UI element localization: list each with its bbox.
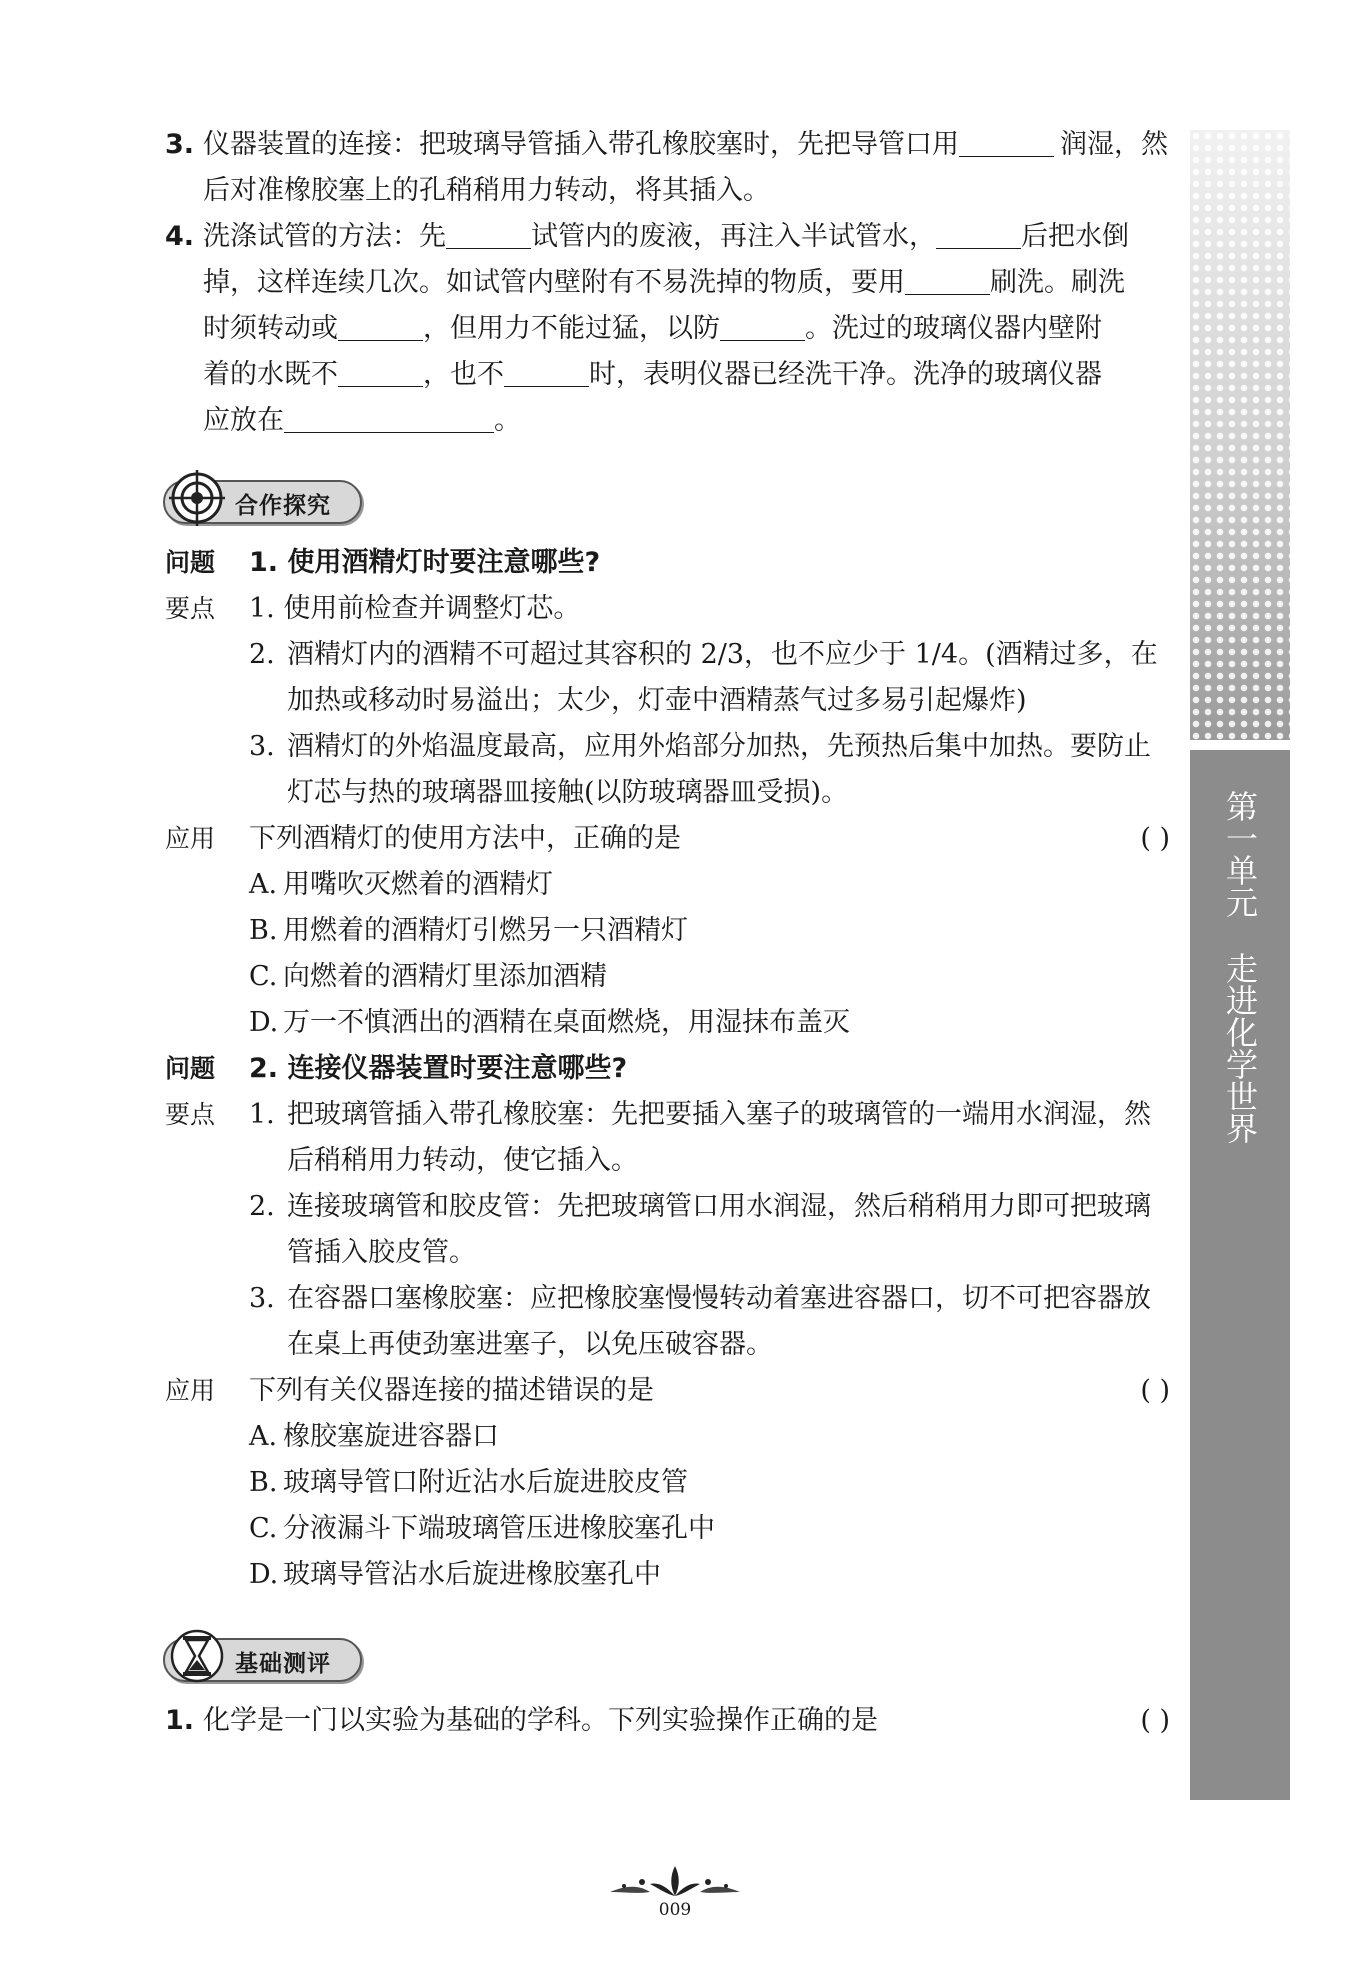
option-d[interactable] [165,1552,1170,1598]
problem-2-point-3 [165,1276,1170,1322]
text: 把玻璃管插入带孔橡胶塞：先把要插入塞子的玻璃管的一端用水润湿，然 [287,1099,1151,1130]
option-c[interactable] [165,954,1170,1000]
problem-2-point-1-cont: 后稍稍用力转动，使它插入。 [287,1145,638,1176]
option-c[interactable] [165,1506,1170,1552]
point-number: 3. [249,1283,275,1314]
section-header-basic-test [163,1628,1170,1688]
text: 试管内的废液，再注入半试管水， [531,221,936,252]
text: 。 [494,405,521,436]
answer-parentheses[interactable]: ( ) [1140,1705,1170,1736]
hourglass-icon [169,1628,225,1684]
problem-1-title [165,540,1170,586]
question-3-line-2: 后对准橡胶塞上的孔稍稍用力转动，将其插入。 [203,175,770,206]
text: 酒精灯内的酒精不可超过其容积的 2/3，也不应少于 1/4。(酒精过多，在 [287,639,1158,670]
page-footer [0,1862,1350,1920]
side-band-pattern [1190,130,1290,740]
answer-blank[interactable] [504,358,589,387]
problem-label: 问题 [165,1054,216,1083]
answer-blank[interactable] [446,220,531,249]
main-content [165,122,1170,1744]
floral-ornament-icon [600,1862,750,1900]
point-number: 2. [249,1191,275,1222]
target-icon [169,470,225,526]
application-label: 应用 [165,1376,216,1405]
text: 刷洗。刷洗 [990,267,1125,298]
option-text: 万一不慎洒出的酒精在桌面燃烧，用湿抹布盖灭 [283,1007,850,1038]
answer-parentheses[interactable]: ( ) [1140,1375,1170,1406]
option-text: 用嘴吹灭燃着的酒精灯 [283,869,553,900]
section-title: 基础测评 [235,1651,331,1677]
answer-blank[interactable] [905,266,990,295]
option-text: 向燃着的酒精灯里添加酒精 [283,961,607,992]
side-band [1190,750,1290,1800]
problem-1-point-3-cont: 灯芯与热的玻璃器皿接触(以防玻璃器皿受损)。 [287,777,849,808]
answer-blank[interactable] [720,312,805,341]
test-question-1 [165,1698,1170,1744]
text: 洗涤试管的方法：先 [203,221,446,252]
option-b[interactable] [165,1460,1170,1506]
text: 时须转动或 [203,313,338,344]
option-b[interactable] [165,908,1170,954]
option-letter: A. [249,1421,278,1452]
text: 后把水倒 [1021,221,1129,252]
question-3-line-1 [165,122,1170,168]
text: 1. 使用前检查并调整灯芯。 [249,593,581,624]
problem-label: 问题 [165,548,216,577]
text: 在容器口塞橡胶塞：应把橡胶塞慢慢转动着塞进容器口，切不可把容器放 [287,1283,1151,1314]
problem-1-point-2 [165,632,1170,678]
option-a[interactable] [165,862,1170,908]
point-number: 1. [249,1099,275,1130]
answer-blank[interactable] [936,220,1021,249]
problem-2-point-2-cont: 管插入胶皮管。 [287,1237,476,1268]
option-letter: C. [249,1513,278,1544]
question-text: 化学是一门以实验为基础的学科。下列实验操作正确的是 [203,1705,878,1736]
option-text: 玻璃导管口附近沾水后旋进胶皮管 [283,1467,688,1498]
point-number: 3. [249,731,275,762]
text: ，但用力不能过猛，以防 [423,313,720,344]
question-number: 1. [165,1705,195,1736]
problem-1-point-2-cont: 加热或移动时易溢出；太少，灯壶中酒精蒸气过多易引起爆炸) [287,685,1027,716]
unit-title [1190,790,1290,1144]
option-letter: B. [249,915,278,946]
points-label: 要点 [165,1100,216,1129]
text: 着的水既不 [203,359,338,390]
application-question: 下列有关仪器连接的描述错误的是 [249,1375,654,1406]
problem-2-point-3-cont: 在桌上再使劲塞进塞子，以免压破容器。 [287,1329,773,1360]
application-question: 下列酒精灯的使用方法中，正确的是 [249,823,681,854]
option-text: 分液漏斗下端玻璃管压进橡胶塞孔中 [283,1513,715,1544]
option-text: 用燃着的酒精灯引燃另一只酒精灯 [283,915,688,946]
option-letter: D. [249,1007,279,1038]
problem-2-application [165,1368,1170,1414]
text: ，也不 [423,359,504,390]
option-a[interactable] [165,1414,1170,1460]
problem-1-point-1 [165,586,1170,632]
points-label: 要点 [165,594,216,623]
section-title: 合作探究 [235,493,331,519]
text: 应放在 [203,405,284,436]
answer-blank[interactable] [284,404,494,433]
problem-1-point-3 [165,724,1170,770]
text: 。洗过的玻璃仪器内壁附 [805,313,1102,344]
option-letter: B. [249,1467,278,1498]
page-number: 009 [658,1900,692,1920]
answer-parentheses[interactable]: ( ) [1140,823,1170,854]
question-4-line-2 [165,260,1170,306]
question-4-line-5 [165,398,1170,444]
problem-1-application [165,816,1170,862]
text: 时，表明仪器已经洗干净。洗净的玻璃仪器 [589,359,1102,390]
option-letter: C. [249,961,278,992]
question-number: 3. [165,129,195,160]
unit-topic: 走进化学世界 [1221,952,1259,1144]
text: 仪器装置的连接：把玻璃导管插入带孔橡胶塞时，先把导管口用 [203,129,959,160]
question-4-line-4 [165,352,1170,398]
text: 掉，这样连续几次。如试管内壁附有不易洗掉的物质，要用 [203,267,905,298]
question-4-line-3 [165,306,1170,352]
problem-2-point-1 [165,1092,1170,1138]
answer-blank[interactable] [338,312,423,341]
text: 润湿，然 [1060,129,1168,160]
option-letter: D. [249,1559,279,1590]
section-header-cooperation [163,470,1170,530]
question-number: 4. [165,221,195,252]
problem-title: 2. 连接仪器装置时要注意哪些? [249,1053,628,1084]
unit-label: 第一单元 [1221,790,1259,918]
answer-blank[interactable] [338,358,423,387]
point-number: 2. [249,639,275,670]
answer-blank[interactable] [959,128,1054,157]
problem-2-point-2 [165,1184,1170,1230]
problem-2-title [165,1046,1170,1092]
option-letter: A. [249,869,278,900]
text: 酒精灯的外焰温度最高，应用外焰部分加热，先预热后集中加热。要防止 [287,731,1151,762]
problem-title: 1. 使用酒精灯时要注意哪些? [249,547,601,578]
text: 连接玻璃管和胶皮管：先把玻璃管口用水润湿，然后稍稍用力即可把玻璃 [287,1191,1151,1222]
question-4-line-1 [165,214,1170,260]
option-text: 玻璃导管沾水后旋进橡胶塞孔中 [283,1559,661,1590]
option-text: 橡胶塞旋进容器口 [283,1421,499,1452]
option-d[interactable] [165,1000,1170,1046]
application-label: 应用 [165,824,216,853]
